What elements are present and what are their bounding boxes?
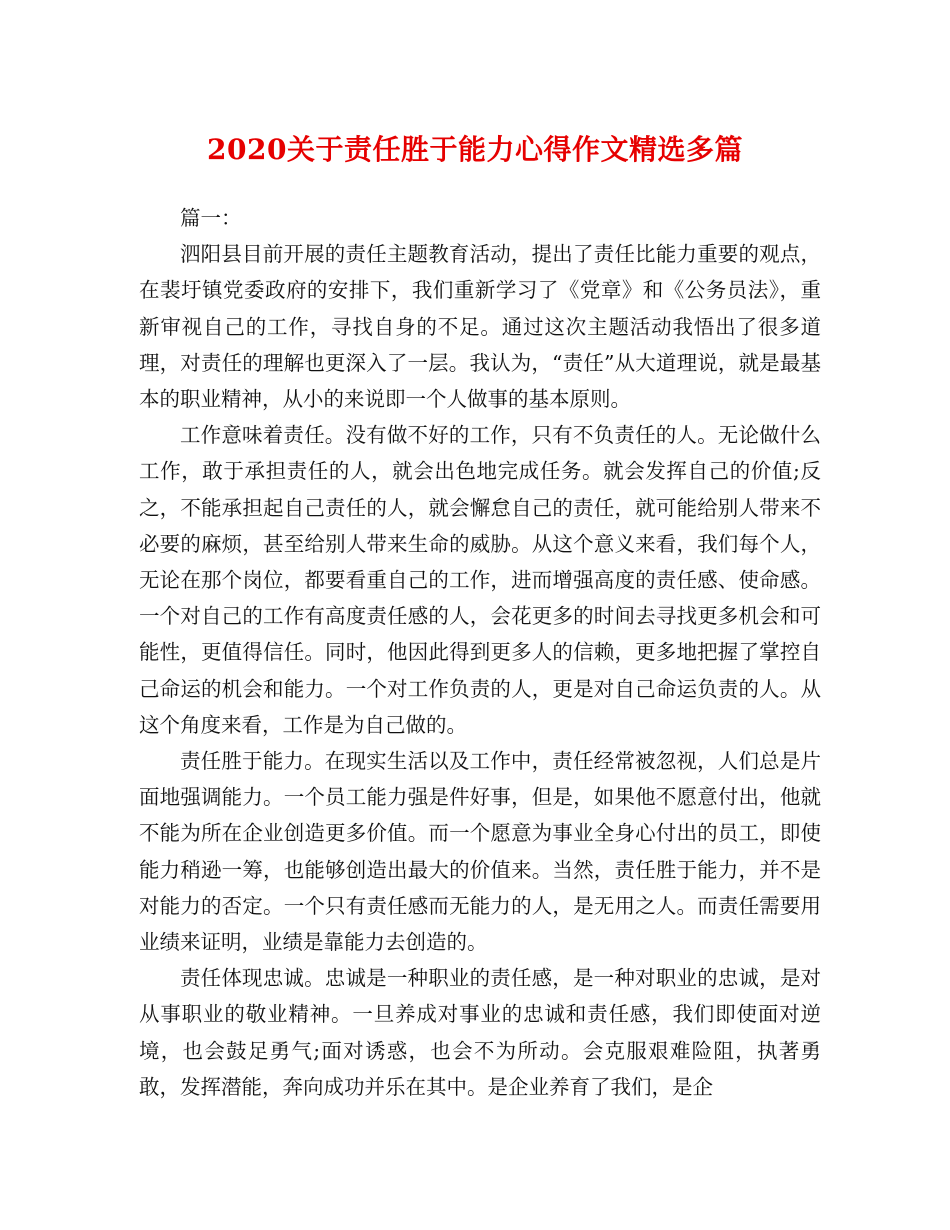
document-title: 2020关于责任胜于能力心得作文精选多篇 [207,133,743,166]
paragraph: 责任体现忠诚。忠诚是一种职业的责任感，是一种对职业的忠诚，是对从事职业的敬业精神。一旦养成对事业的忠诚和责任感，我们即使面对逆境，也会鼓足勇气;面对诱惑，也会不为所动。会克服艰难险阻，执著勇敢，发挥潜能，奔向成功并乐在其中。是企业养育了我们，是企 [139,966,821,1099]
paragraph: 责任胜于能力。在现实生活以及工作中，责任经常被忽视，人们总是片面地强调能力。一个员工能力强是件好事，但是，如果他不愿意付出，他就不能为所在企业创造更多价值。而一个愿意为事业全身心付出的员工，即使能力稍逊一筹，也能够创造出最大的价值来。当然，责任胜于能力，并不是对能力的否定。一个只有责任感而无能力的人，是无用之人。而责任需要用业绩来证明，业绩是靠能力去创造的。 [139,749,821,955]
paragraph: 工作意味着责任。没有做不好的工作，只有不负责任的人。无论做什么工作，敢于承担责任的人，就会出色地完成任务。就会发挥自己的价值;反之，不能承担起自己责任的人，就会懈怠自己的责任，就可能给别人带来不必要的麻烦，甚至给别人带来生命的威胁。从这个意义来看，我们每个人，无论在那个岗位，都要看重自己的工作，进而增强高度的责任感、使命感。一个对自己的工作有高度责任感的人，会花更多的时间去寻找更多机会和可能性，更值得信任。同时，他因此得到更多人的信赖，更多地把握了掌控自己命运的机会和能力。一个对工作负责的人，更是对自己命运负责的人。从这个角度来看，工作是为自己做的。 [139,423,821,737]
section-heading: 篇一： [180,206,242,230]
paragraph: 泗阳县目前开展的责任主题教育活动，提出了责任比能力重要的观点，在裴圩镇党委政府的安排下，我们重新学习了《党章》和《公务员法》，重新审视自己的工作，寻找自身的不足。通过这次主题活动我悟出了很多道理，对责任的理解也更深入了一层。我认为，“责任”从大道理说，就是最基本的职业精神，从小的来说即一个人做事的基本原则。 [139,242,821,412]
document-body [139,200,821,1105]
